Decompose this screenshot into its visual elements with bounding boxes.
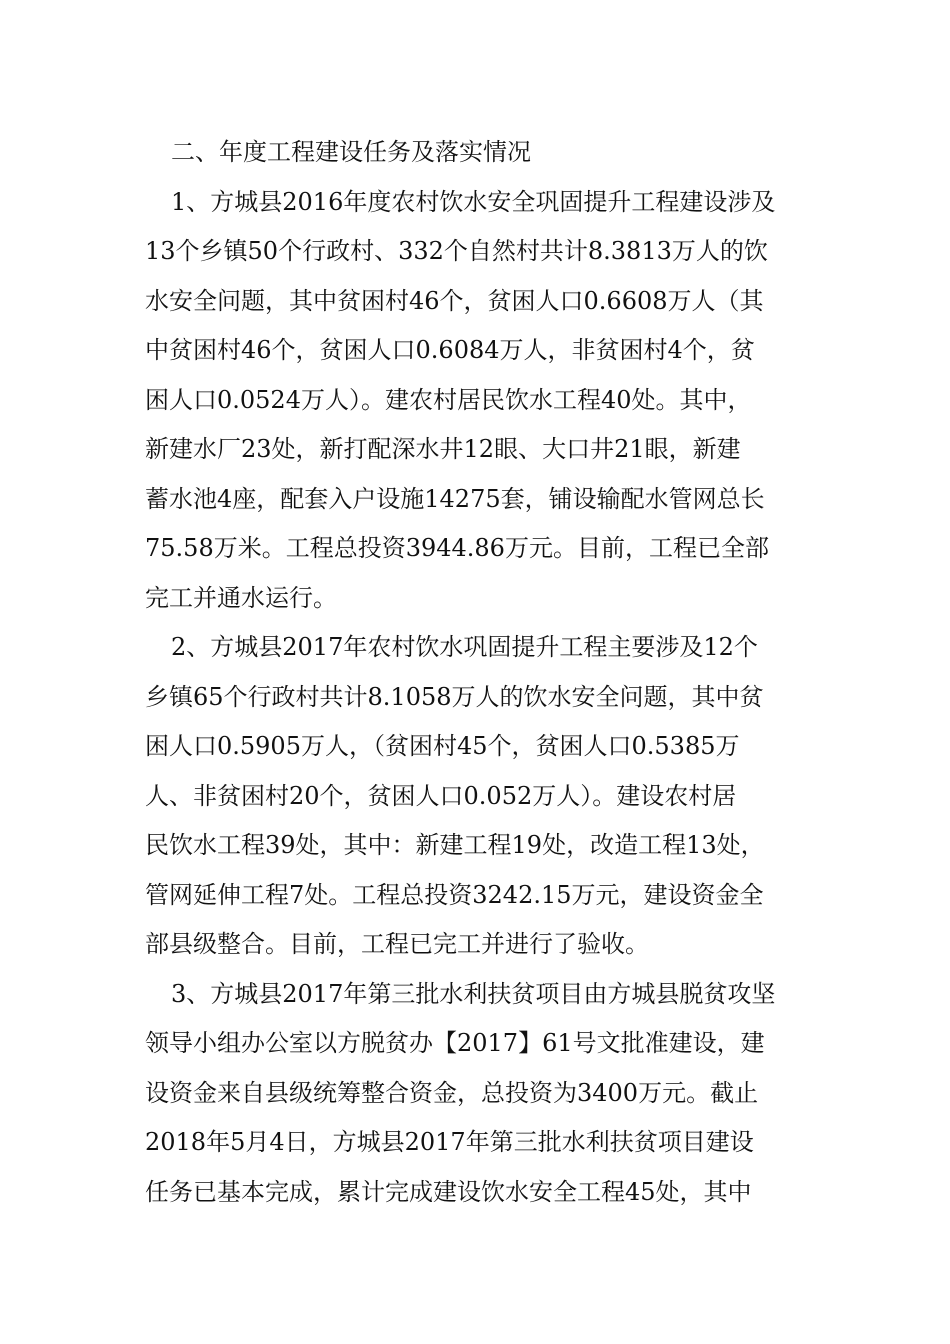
paragraph-2-line-2: 乡镇65个行政村共计8.1058万人的饮水安全问题，其中贫: [145, 682, 764, 711]
document-body: [145, 128, 815, 1217]
paragraph-2-line-7: 部县级整合。目前，工程已完工并进行了验收。: [145, 930, 649, 958]
paragraph-1-line-5: 困人口0.0524万人）。建农村居民饮水工程40处。其中，: [145, 385, 752, 414]
paragraph-2-line-5: 民饮水工程39处，其中：新建工程19处，改造工程13处，: [145, 831, 765, 859]
paragraph-3-line-5: 任务已基本完成，累计完成建设饮水安全工程45处，其中: [145, 1177, 752, 1206]
paragraph-1-line-8: 75.58万米。工程总投资3944.86万元。目前，工程已全部: [145, 534, 769, 562]
paragraph-1-line-3: 水安全问题，其中贫困村46个，贫困人口0.6608万人（其: [145, 286, 764, 315]
paragraph-1-line-1: 1、方城县2016年度农村饮水安全巩固提升工程建设涉及: [171, 187, 776, 216]
paragraph-1-line-2: 13个乡镇50个行政村、332个自然村共计8.3813万人的饮: [145, 237, 768, 265]
paragraph-2-line-1: 2、方城县2017年农村饮水巩固提升工程主要涉及12个: [171, 633, 758, 661]
paragraph-1-line-6: 新建水厂23处，新打配深水井12眼、大口井21眼，新建: [145, 435, 741, 463]
paragraph-3-line-1: 3、方城县2017年第三批水利扶贫项目由方城县脱贫攻坚: [171, 979, 776, 1008]
paragraph-1-line-9: 完工并通水运行。: [145, 583, 337, 612]
section-heading: 二、年度工程建设任务及落实情况: [171, 138, 531, 166]
paragraph-1-line-4: 中贫困村46个，贫困人口0.6084万人，非贫困村4个，贫: [145, 336, 755, 364]
paragraph-2-line-4: 人、非贫困村20个，贫困人口0.052万人）。建设农村居: [145, 781, 737, 810]
paragraph-1-line-7: 蓄水池4座，配套入户设施14275套，铺设输配水管网总长: [145, 484, 765, 513]
paragraph-2-line-3: 困人口0.5905万人，（贫困村45个，贫困人口0.5385万: [145, 732, 740, 760]
paragraph-3-line-2: 领导小组办公室以方脱贫办【2017】61号文批准建设，建: [145, 1029, 765, 1057]
paragraph-2-line-6: 管网延伸工程7处。工程总投资3242.15万元，建设资金全: [145, 880, 764, 909]
paragraph-3-line-4: 2018年5月4日，方城县2017年第三批水利扶贫项目建设: [145, 1128, 754, 1156]
paragraph-3-line-3: 设资金来自县级统筹整合资金，总投资为3400万元。截止: [145, 1078, 759, 1107]
